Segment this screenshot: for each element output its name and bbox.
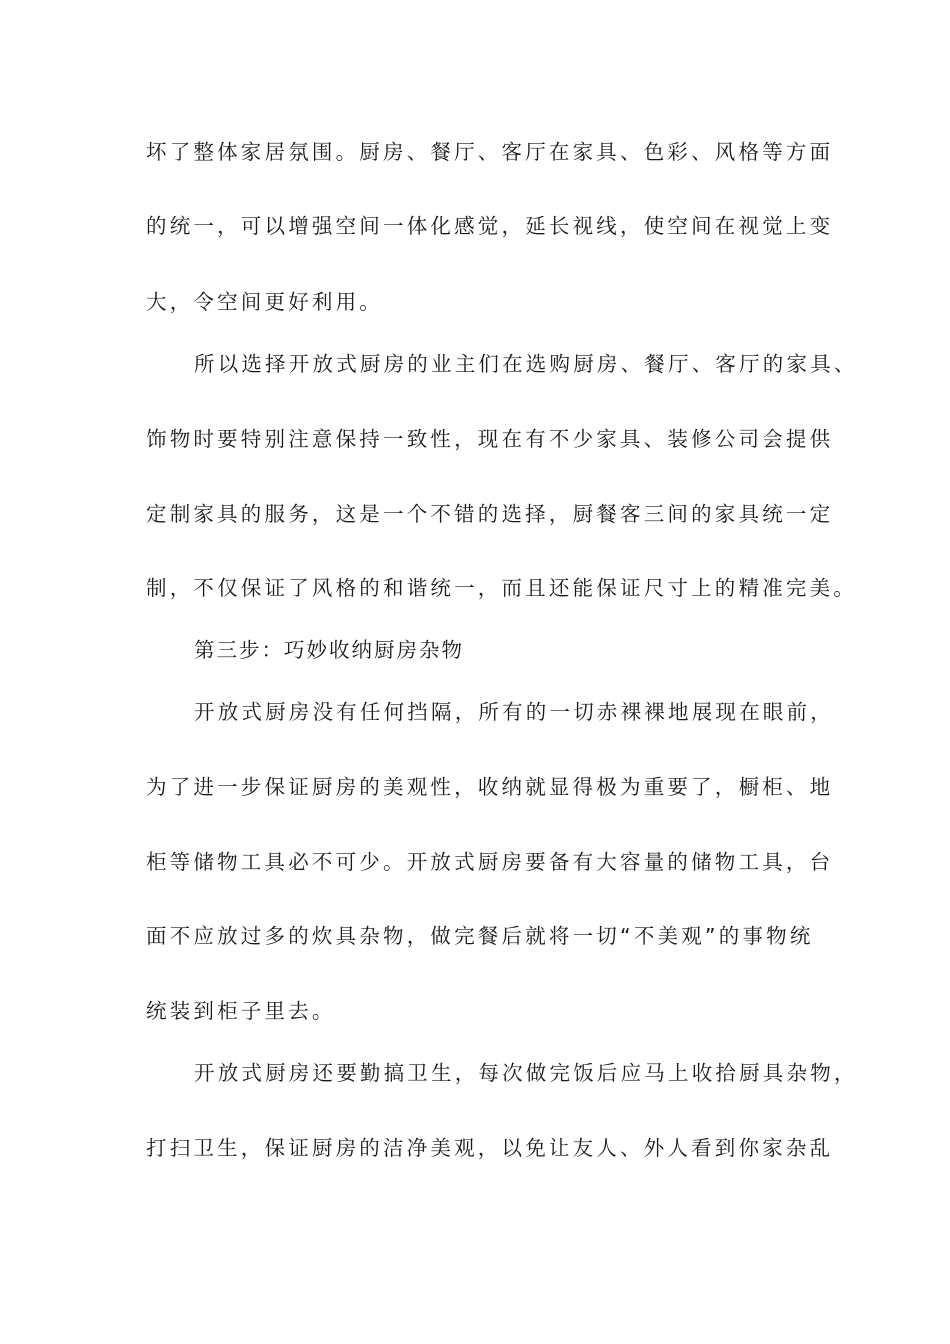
paragraph-line: 大，令空间更好利用。 <box>146 290 383 314</box>
paragraph-line: 开放式厨房没有任何挡隔，所有的一切赤裸裸地展现在眼前， <box>194 700 834 724</box>
section-heading: 第三步：巧妙收纳厨房杂物 <box>194 638 464 662</box>
paragraph-line: 开放式厨房还要勤搞卫生，每次做完饭后应马上收拾厨具杂物， <box>194 1061 858 1085</box>
paragraph-line: 坏了整体家居氛围。厨房、餐厅、客厅在家具、色彩、风格等方面 <box>146 140 834 164</box>
paragraph-line: 制，不仅保证了风格的和谐统一，而且还能保证尺寸上的精准完美。 <box>146 576 857 600</box>
paragraph-line: 为了进一步保证厨房的美观性，收纳就显得极为重要了，橱柜、地 <box>146 775 834 799</box>
paragraph-line: 饰物时要特别注意保持一致性，现在有不少家具、装修公司会提供 <box>146 427 834 451</box>
paragraph-line: 柜等储物工具必不可少。开放式厨房要备有大容量的储物工具，台 <box>146 850 834 874</box>
paragraph-line: 所以选择开放式厨房的业主们在选购厨房、餐厅、客厅的家具、 <box>194 352 858 376</box>
paragraph-line: 面不应放过多的炊具杂物，做完餐后就将一切“不美观”的事物统 <box>146 924 814 948</box>
paragraph-line: 统装到柜子里去。 <box>146 999 336 1023</box>
paragraph-line: 的统一，可以增强空间一体化感觉，延长视线，使空间在视觉上变 <box>146 214 834 238</box>
paragraph-line: 定制家具的服务，这是一个不错的选择，厨餐客三间的家具统一定 <box>146 502 834 526</box>
paragraph-line: 打扫卫生，保证厨房的洁净美观，以免让友人、外人看到你家杂乱 <box>146 1136 834 1160</box>
